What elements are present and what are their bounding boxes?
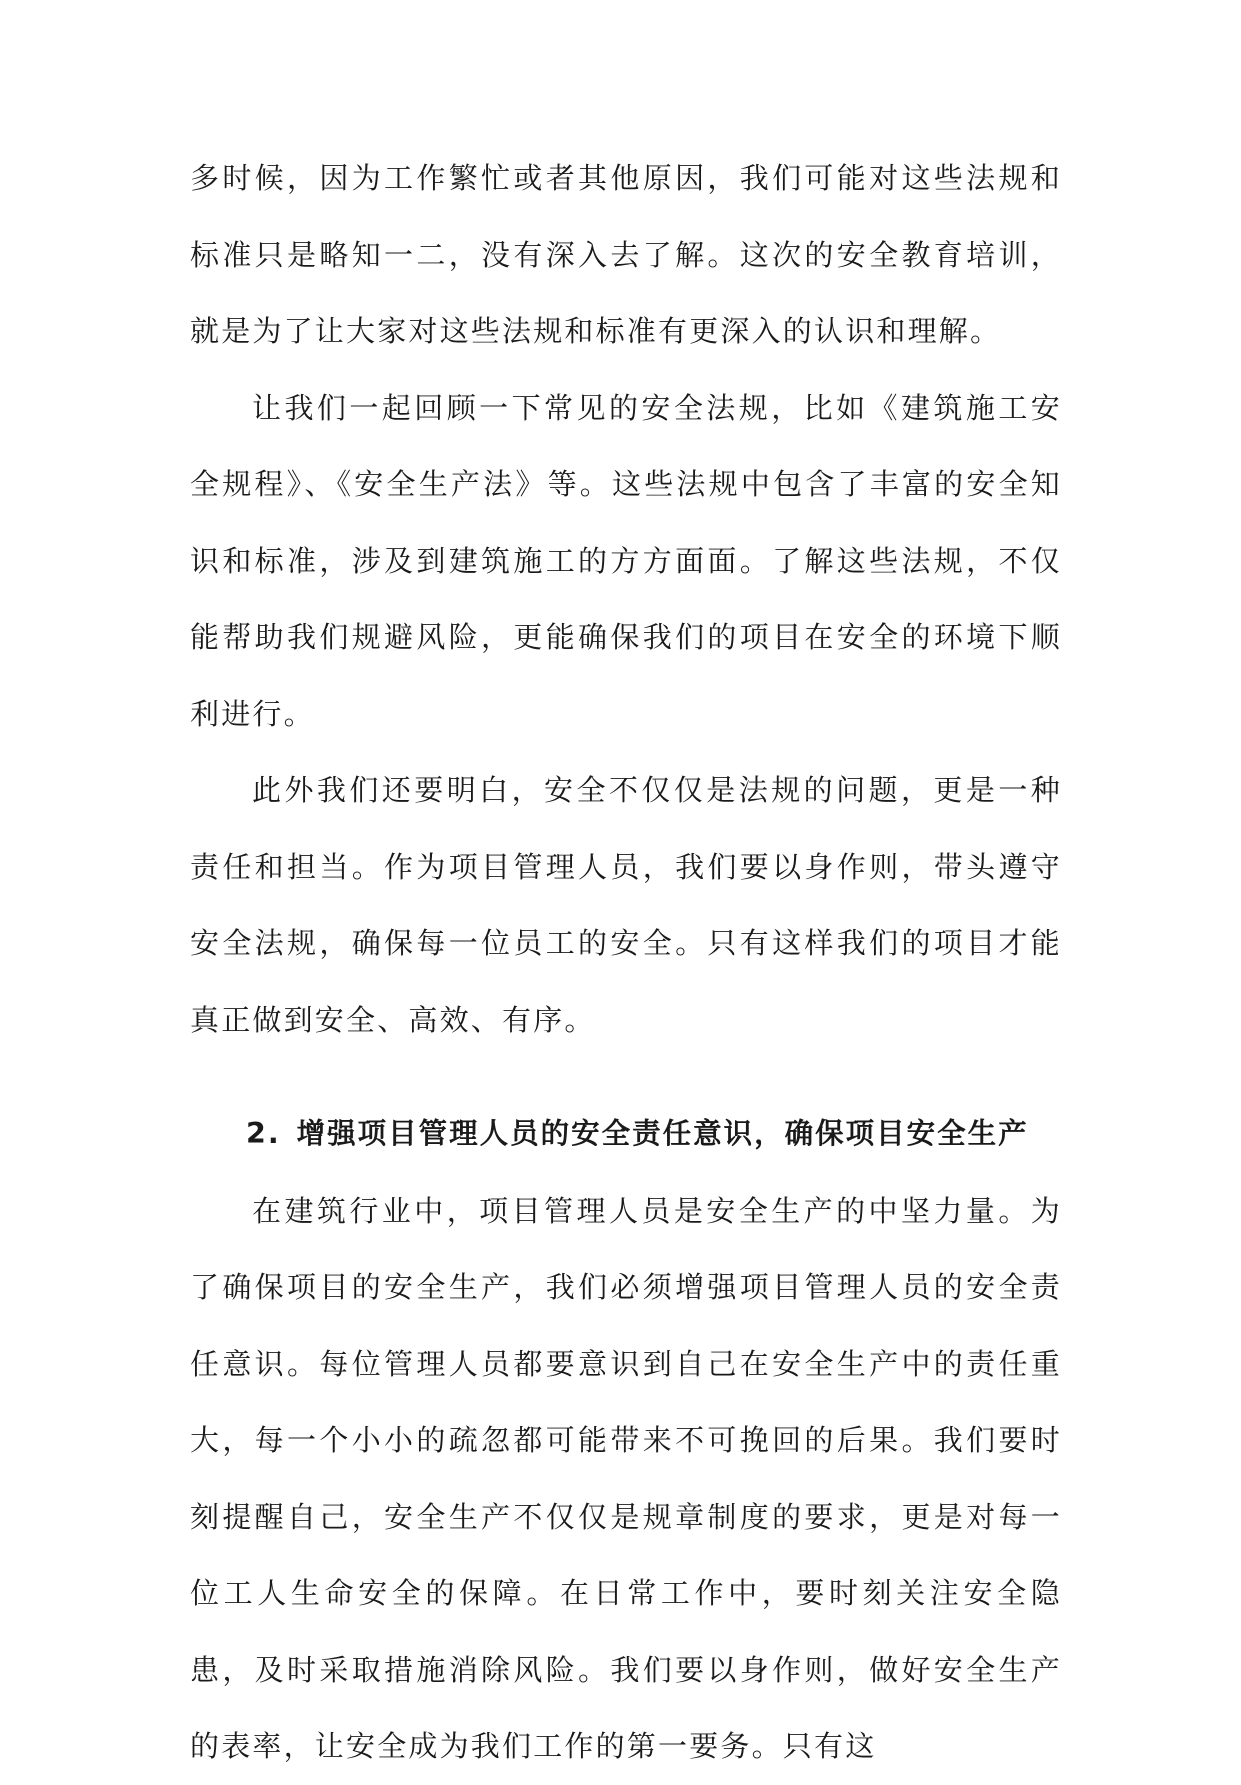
section-title: 增强项目管理人员的安全责任意识，确保项目安全生产: [296, 1117, 1029, 1150]
paragraph-section-body: 在建筑行业中，项目管理人员是安全生产的中坚力量。为了确保项目的安全生产，我们必须增强项目管理人员的安全责任意识。每位管理人员都要意识到自己在安全生产中的责任重大，每一个小小的疏忽都可能带来不可挽回的后果。我们要时刻提醒自己，安全生产不仅仅是规章制度的要求，更是对每一位工人生命安全的保障。在日常工作中，要时刻关注安全隐患，及时采取措施消除风险。我们要以身作则，做好安全生产的表率，让安全成为我们工作的第一要务。只有这: [190, 1193, 1062, 1763]
document-body: [190, 140, 1062, 1785]
paragraph-continuation: 多时候，因为工作繁忙或者其他原因，我们可能对这些法规和标准只是略知一二，没有深入去了解。这次的安全教育培训，就是为了让大家对这些法规和标准有更深入的认识和理解。: [190, 161, 1062, 348]
paragraph-safety-regulations: 让我们一起回顾一下常见的安全法规，比如《建筑施工安全规程》、《安全生产法》等。这些法规中包含了丰富的安全知识和标准，涉及到建筑施工的方方面面。了解这些法规，不仅能帮助我们规避风险，更能确保我们的项目在安全的环境下顺利进行。: [190, 390, 1062, 731]
section-number: 2.: [246, 1117, 281, 1150]
section-heading: [190, 1096, 1062, 1173]
paragraph-responsibility: 此外我们还要明白，安全不仅仅是法规的问题，更是一种责任和担当。作为项目管理人员，我们要以身作则，带头遵守安全法规，确保每一位员工的安全。只有这样我们的项目才能真正做到安全、高效、有序。: [190, 773, 1062, 1037]
